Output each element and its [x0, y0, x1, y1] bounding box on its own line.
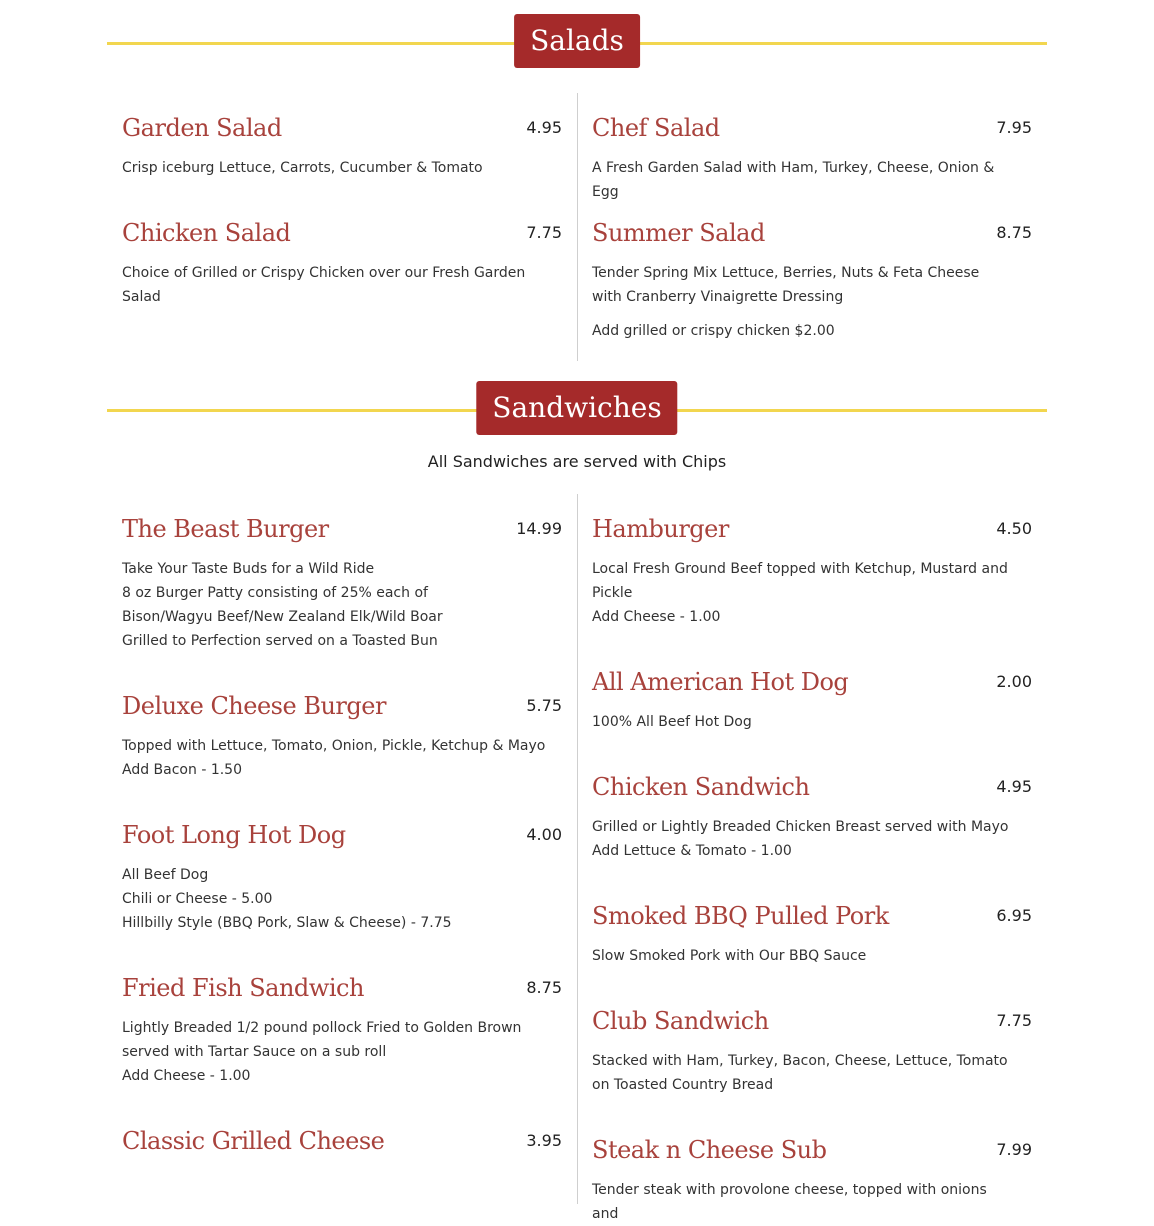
item-description — [122, 1016, 562, 1088]
description-line: A Fresh Garden Salad with Ham, Turkey, Cheese, Onion & Egg — [592, 160, 995, 200]
salads-title: Salads — [514, 14, 640, 68]
item-price: 4.50 — [996, 519, 1032, 538]
item-price: 5.75 — [526, 696, 562, 715]
description-line: Grilled to Perfection served on a Toasted Bun — [122, 633, 438, 649]
description-line: Topped with Lettuce, Tomato, Onion, Pickle, Ketchup & Mayo — [122, 738, 546, 754]
item-name: Deluxe Cheese Burger — [122, 692, 386, 720]
item-description — [122, 734, 562, 782]
item-description — [592, 557, 1012, 629]
description-line: Add Bacon - 1.50 — [122, 762, 242, 778]
description-line: 8 oz Burger Patty consisting of 25% each of Bison/Wagyu Beef/New Zealand Elk/Wild Boar — [122, 585, 443, 625]
item-description — [592, 710, 1012, 734]
item-price: 6.95 — [996, 906, 1032, 925]
description-line: All Beef Dog — [122, 867, 209, 883]
description-line: Stacked with Ham, Turkey, Bacon, Cheese, Lettuce, Tomato on Toasted Country Bread — [592, 1053, 1008, 1093]
item-description — [592, 1049, 1012, 1097]
item-price: 8.75 — [526, 978, 562, 997]
item-price: 7.95 — [996, 118, 1032, 137]
item-name: Foot Long Hot Dog — [122, 821, 346, 849]
item-name: Chicken Sandwich — [592, 773, 810, 801]
item-name: Club Sandwich — [592, 1007, 769, 1035]
item-price: 3.95 — [526, 1131, 562, 1150]
item-description — [122, 863, 542, 935]
sandwiches-section-header — [107, 381, 1047, 441]
item-name: Chicken Salad — [122, 219, 291, 247]
item-name: Smoked BBQ Pulled Pork — [592, 902, 889, 930]
item-price: 7.75 — [526, 223, 562, 242]
item-name: Chef Salad — [592, 114, 720, 142]
item-description — [592, 815, 1012, 863]
item-description — [122, 557, 512, 653]
description-line: Hillbilly Style (BBQ Pork, Slaw & Cheese) - 7.75 — [122, 915, 452, 931]
item-description — [592, 1178, 1012, 1226]
description-line: Add Lettuce & Tomato - 1.00 — [592, 843, 792, 859]
item-description — [122, 156, 542, 180]
description-line: Grilled or Lightly Breaded Chicken Breast served with Mayo — [592, 819, 1009, 835]
column-divider — [577, 93, 578, 361]
item-description — [592, 156, 1012, 204]
item-name: Fried Fish Sandwich — [122, 974, 364, 1002]
item-description — [592, 944, 1012, 968]
item-name: Hamburger — [592, 515, 729, 543]
item-name: Classic Grilled Cheese — [122, 1127, 385, 1155]
item-price: 7.99 — [996, 1140, 1032, 1159]
description-line: Chili or Cheese - 5.00 — [122, 891, 273, 907]
item-name: Summer Salad — [592, 219, 765, 247]
column-divider — [577, 494, 578, 1204]
description-line: Tender Spring Mix Lettuce, Berries, Nuts & Feta Cheese with Cranberry Vinaigrette Dressing — [592, 265, 980, 305]
item-price: 7.75 — [996, 1011, 1032, 1030]
description-line: Choice of Grilled or Crispy Chicken over our Fresh Garden Salad — [122, 265, 526, 305]
sandwiches-subtitle: All Sandwiches are served with Chips — [427, 452, 727, 471]
description-line: Local Fresh Ground Beef topped with Ketchup, Mustard and Pickle — [592, 561, 1008, 601]
description-line: Add grilled or crispy chicken $2.00 — [592, 323, 835, 339]
salads-section-header — [107, 14, 1047, 74]
description-line: Add Cheese - 1.00 — [122, 1068, 251, 1084]
description-line: Tender steak with provolone cheese, topped with onions and — [592, 1182, 987, 1222]
item-price: 14.99 — [516, 519, 562, 538]
description-line: Add Cheese - 1.00 — [592, 609, 721, 625]
item-name: Garden Salad — [122, 114, 282, 142]
sandwiches-title: Sandwiches — [476, 381, 677, 435]
item-price: 4.95 — [526, 118, 562, 137]
description-line: Slow Smoked Pork with Our BBQ Sauce — [592, 948, 867, 964]
item-price: 4.95 — [996, 777, 1032, 796]
item-name: The Beast Burger — [122, 515, 329, 543]
item-description — [122, 261, 542, 309]
item-name: All American Hot Dog — [592, 668, 849, 696]
description-line: Take Your Taste Buds for a Wild Ride — [122, 561, 375, 577]
item-price: 8.75 — [996, 223, 1032, 242]
description-line: Crisp iceburg Lettuce, Carrots, Cucumber & Tomato — [122, 160, 483, 176]
item-price: 2.00 — [996, 672, 1032, 691]
item-name: Steak n Cheese Sub — [592, 1136, 827, 1164]
description-line: 100% All Beef Hot Dog — [592, 714, 752, 730]
item-price: 4.00 — [526, 825, 562, 844]
item-description — [592, 261, 1012, 343]
description-line: Lightly Breaded 1/2 pound pollock Fried to Golden Brown served with Tartar Sauce on a sub roll — [122, 1020, 522, 1060]
